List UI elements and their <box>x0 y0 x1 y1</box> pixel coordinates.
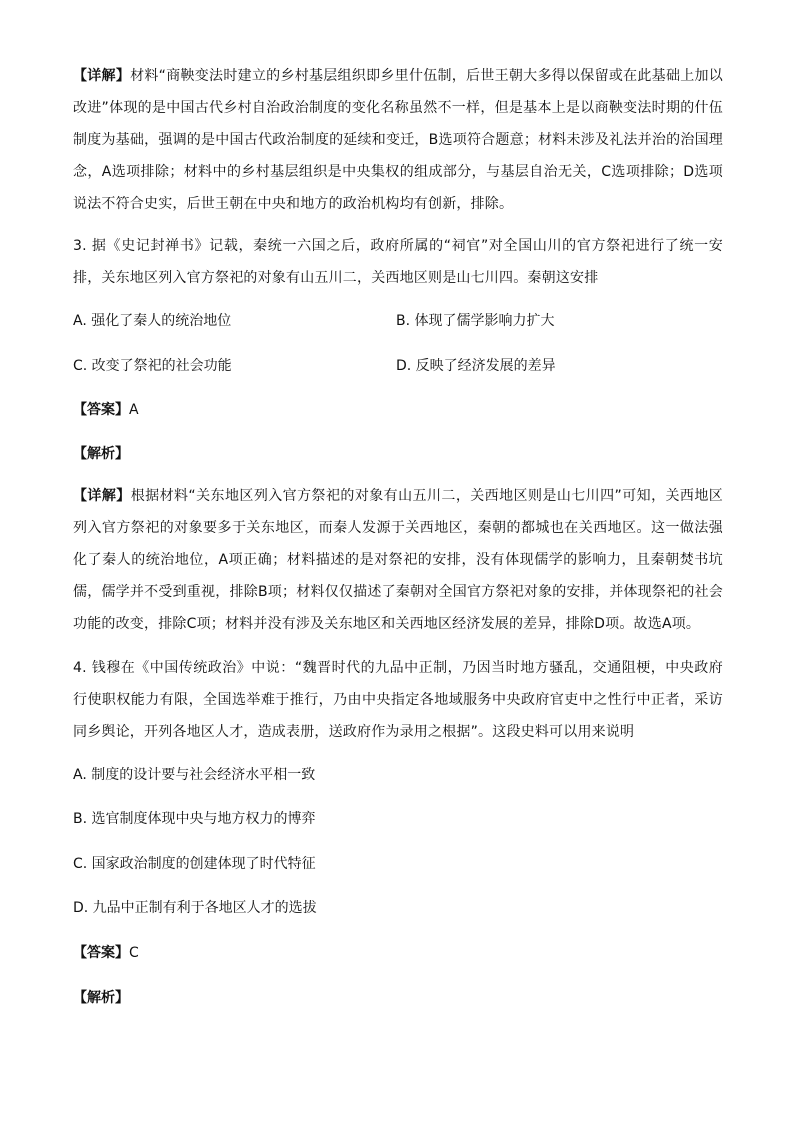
q4-option-a: A. 制度的设计要与社会经济水平相一致 <box>73 767 316 783</box>
q4-option-c: C. 国家政治制度的创建体现了时代特征 <box>73 856 316 872</box>
q3-detail-paragraph <box>73 480 723 640</box>
answer-value: C <box>129 945 139 961</box>
answer-label: 【答案】 <box>73 945 129 961</box>
q3-answer <box>73 399 139 421</box>
q4-answer <box>73 942 139 964</box>
answer-label: 【答案】 <box>73 402 129 418</box>
q3-option-a: A. 强化了秦人的统治地位 <box>73 313 232 329</box>
q3-option-d: D. 反映了经济发展的差异 <box>396 358 556 374</box>
detail-paragraph-prev <box>73 60 723 220</box>
detail-label: 【详解】 <box>73 488 131 504</box>
detail-label: 【详解】 <box>73 68 131 84</box>
q3-option-b: B. 体现了儒学影响力扩大 <box>396 313 555 329</box>
question-3-stem: 3. 据《史记封禅书》记载，秦统一六国之后，政府所属的“祠官”对全国山川的官方祭祀进行了统一安排，关东地区列入官方祭祀的对象有山五川二，关西地区则是山七川四。秦朝这安排 <box>73 238 723 286</box>
detail-text: 材料“商鞅变法时建立的乡村基层组织即乡里什伍制，后世王朝大多得以保留或在此基础上加以改进”体现的是中国古代乡村自治政治制度的变化名称虽然不一样，但是基本上是以商鞅变法时期的什伍制度为基础，强调的是中国古代政治制度的延续和变迁，B选项符合题意；材料未涉及礼法并治的治国理念，A选项排除；材料中的乡村基层组织是中央集权的组成部分，与基层自治无关，C选项排除；D选项说法不符合史实，后世王朝在中央和地方的政治机构均有创新，排除。 <box>73 68 723 212</box>
q3-option-c: C. 改变了祭祀的社会功能 <box>73 358 232 374</box>
detail-text: 根据材料“关东地区列入官方祭祀的对象有山五川二，关西地区则是山七川四”可知，关西地区列入官方祭祀的对象要多于关东地区，而秦人发源于关西地区，秦朝的都城也在关西地区。这一做法强化了秦人的统治地位，A项正确；材料描述的是对祭祀的安排，没有体现儒学的影响力，且秦朝焚书坑儒，儒学并不受到重视，排除B项；材料仅仅描述了秦朝对全国官方祭祀对象的安排，并体现祭祀的社会功能的改变，排除C项；材料并没有涉及关东地区和关西地区经济发展的差异，排除D项。故选A项。 <box>73 488 723 632</box>
q3-analysis-label: 【解析】 <box>73 446 129 462</box>
q4-analysis-label: 【解析】 <box>73 990 129 1006</box>
answer-value: A <box>129 402 139 418</box>
question-4-stem: 4. 钱穆在《中国传统政治》中说：“魏晋时代的九品中正制，乃因当时地方骚乱，交通阻梗，中央政府行使职权能力有限，全国选举难于推行，乃由中央指定各地域服务中央政府官吏中之性行中正者，采访同乡舆论，开列各地区人才，造成表册，送政府作为录用之根据”。这段史料可以用来说明 <box>73 660 723 740</box>
q4-option-d: D. 九品中正制有利于各地区人才的选拔 <box>73 900 317 916</box>
q4-option-b: B. 选官制度体现中央与地方权力的博弈 <box>73 811 316 827</box>
